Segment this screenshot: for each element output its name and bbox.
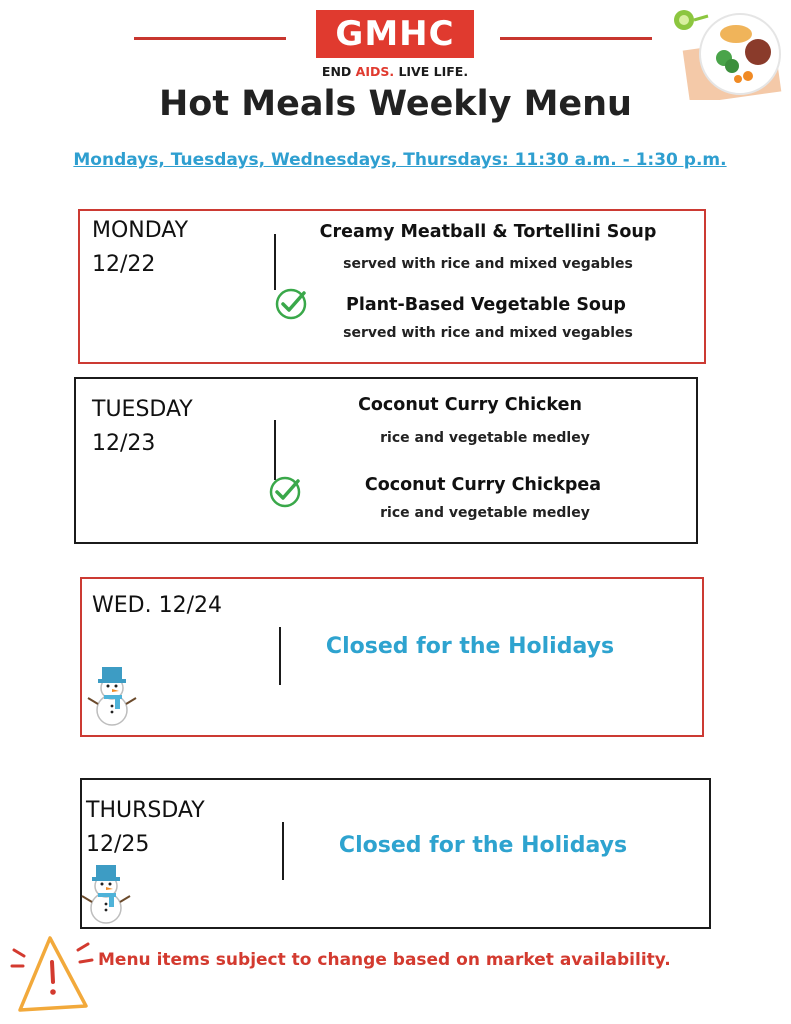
wednesday-day-label: WED. 12/24 [92, 593, 222, 618]
monday-meal-2-desc: served with rice and mixed vegables [343, 325, 633, 341]
tagline: END AIDS. LIVE LIFE. [321, 64, 469, 79]
thursday-divider [282, 822, 284, 880]
wednesday-divider [279, 627, 281, 685]
tuesday-meal-2-name: Coconut Curry Chickpea [364, 475, 602, 495]
availability-notice: Menu items subject to change based on market availability. [98, 950, 671, 970]
header-rule-right [500, 37, 652, 40]
warning-icon [8, 930, 98, 1016]
tuesday-meal-1-name: Coconut Curry Chicken [358, 395, 582, 415]
snowman-icon [86, 664, 138, 728]
tuesday-meal-1-desc: rice and vegetable medley [380, 430, 590, 446]
monday-meal-2-name: Plant-Based Vegetable Soup [346, 295, 626, 315]
wednesday-closed-notice: Closed for the Holidays [325, 634, 615, 659]
monday-meal-1-name: Creamy Meatball & Tortellini Soup [319, 222, 657, 242]
page-title: Hot Meals Weekly Menu [159, 84, 632, 124]
snowman-icon [80, 862, 132, 926]
monday-meal-1-desc: served with rice and mixed vegables [343, 256, 633, 272]
thursday-day-label: THURSDAY 12/25 [86, 798, 205, 857]
tuesday-meal-2-desc: rice and vegetable medley [380, 505, 590, 521]
monday-divider [274, 234, 276, 290]
monday-day-label: MONDAY 12/22 [92, 218, 189, 277]
tuesday-day-label: TUESDAY 12/23 [92, 397, 193, 456]
thursday-closed-notice: Closed for the Holidays [338, 833, 628, 858]
gmhc-logo [316, 10, 474, 58]
tuesday-divider [274, 420, 276, 480]
header-rule-left [134, 37, 286, 40]
logo-text: GMHC [335, 14, 455, 54]
service-hours-link[interactable]: Mondays, Tuesdays, Wednesdays, Thursdays: 11:30 a.m. - 1:30 p.m. [73, 150, 727, 170]
